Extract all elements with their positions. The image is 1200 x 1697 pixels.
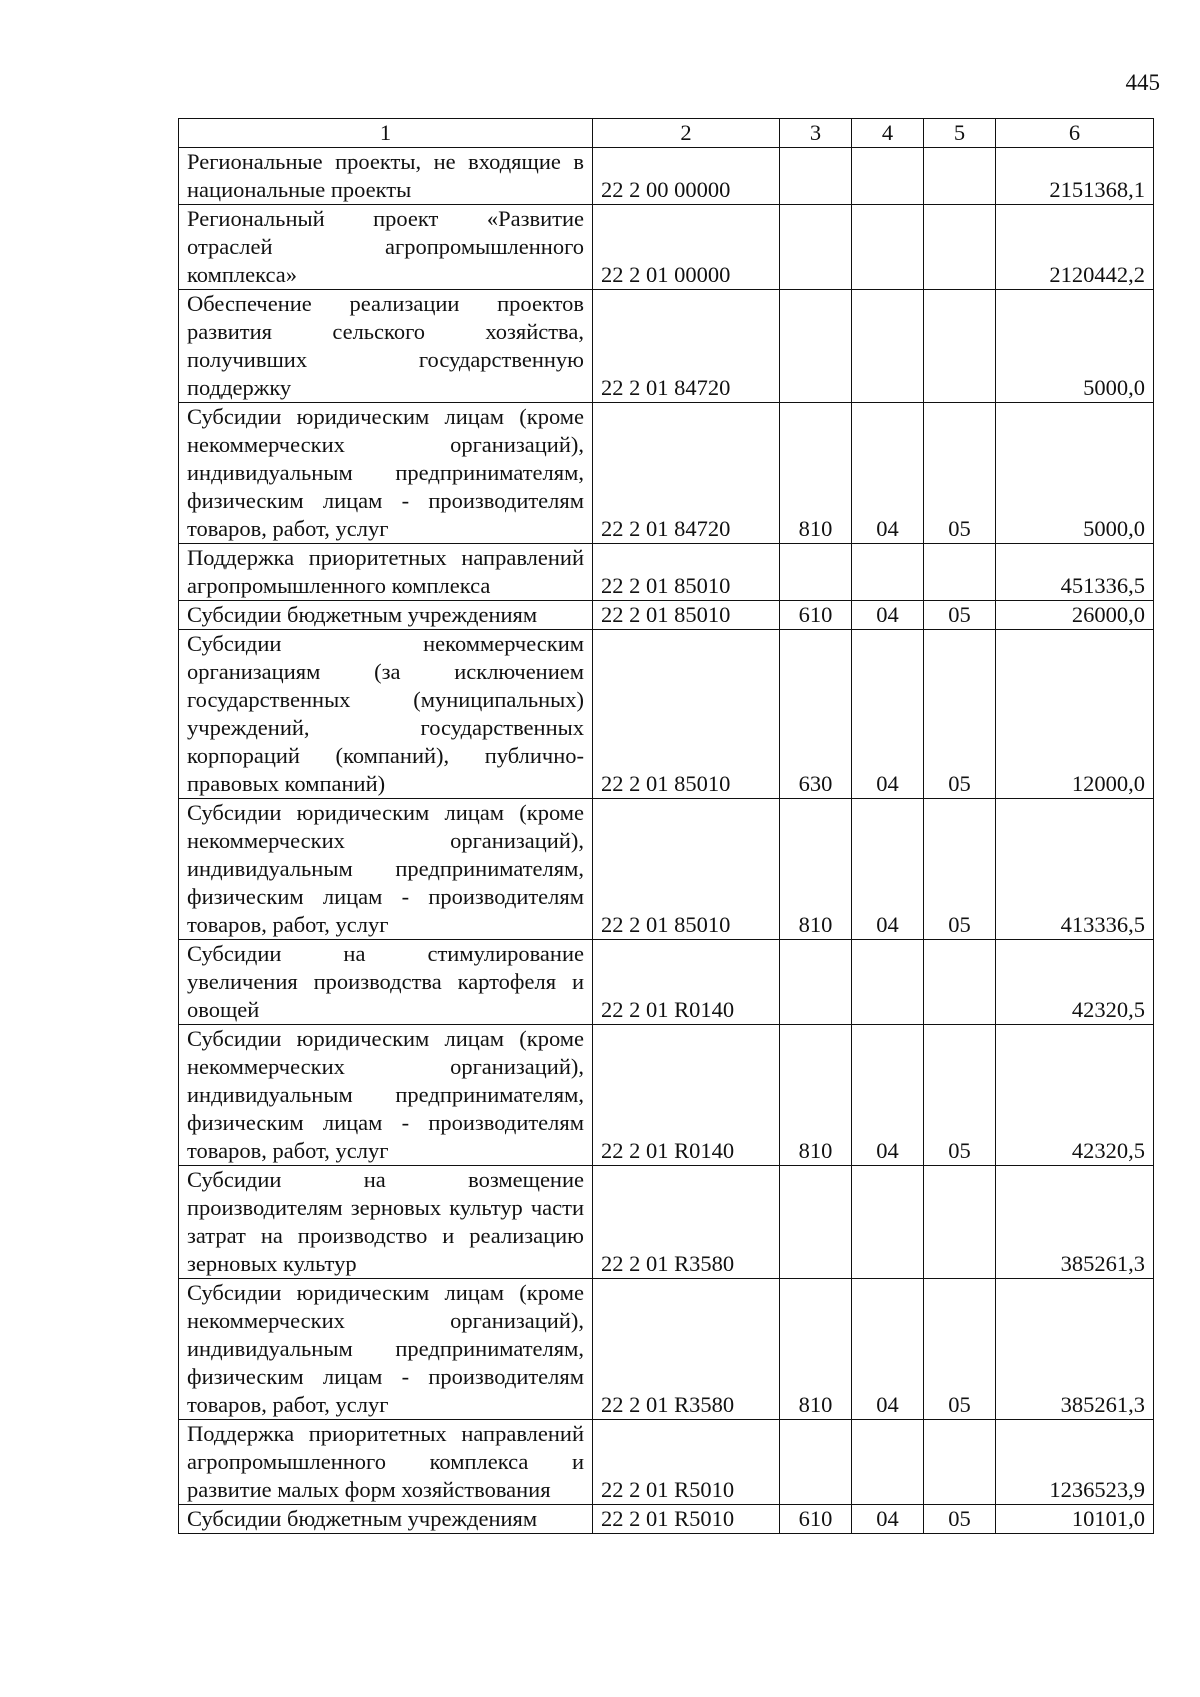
row-code-cell: 22 2 01 84720	[593, 290, 780, 403]
table-row	[179, 148, 1154, 205]
row-col3-cell: 810	[780, 799, 852, 940]
row-amount-cell: 2120442,2	[996, 205, 1154, 290]
row-amount-cell: 12000,0	[996, 630, 1154, 799]
row-code-cell: 22 2 01 R0140	[593, 940, 780, 1025]
row-col3-cell: 630	[780, 630, 852, 799]
table-row	[179, 205, 1154, 290]
row-name-cell: Региональные проекты, не входящие в национальные проекты	[179, 148, 593, 205]
row-amount-cell: 1236523,9	[996, 1420, 1154, 1505]
table-row	[179, 601, 1154, 630]
row-col3-cell	[780, 544, 852, 601]
row-code-cell: 22 2 01 R0140	[593, 1025, 780, 1166]
row-amount-cell: 413336,5	[996, 799, 1154, 940]
row-col3-cell	[780, 1166, 852, 1279]
row-code-cell: 22 2 01 R5010	[593, 1420, 780, 1505]
table-body	[179, 148, 1154, 1534]
row-code-cell: 22 2 01 85010	[593, 630, 780, 799]
header-cell-4: 4	[852, 119, 924, 148]
row-col5-cell	[924, 1166, 996, 1279]
row-name-cell: Поддержка приоритетных направлений агропромышленного комплекса	[179, 544, 593, 601]
row-col5-cell: 05	[924, 1279, 996, 1420]
row-amount-cell: 42320,5	[996, 940, 1154, 1025]
row-col3-cell	[780, 940, 852, 1025]
table-row	[179, 1279, 1154, 1420]
row-code-cell: 22 2 01 84720	[593, 403, 780, 544]
row-col4-cell	[852, 148, 924, 205]
row-name-cell: Субсидии на возмещение производителям зерновых культур части затрат на производство и реализацию зерновых культур	[179, 1166, 593, 1279]
row-name-cell: Субсидии бюджетным учреждениям	[179, 1505, 593, 1534]
row-col3-cell: 810	[780, 1279, 852, 1420]
page-number: 445	[1125, 70, 1160, 95]
row-code-cell: 22 2 01 00000	[593, 205, 780, 290]
row-code-cell: 22 2 01 85010	[593, 544, 780, 601]
row-col4-cell: 04	[852, 1279, 924, 1420]
row-col5-cell	[924, 544, 996, 601]
row-name-cell: Региональный проект «Развитие отраслей агропромышленного комплекса»	[179, 205, 593, 290]
row-col4-cell	[852, 940, 924, 1025]
row-name-cell: Поддержка приоритетных направлений агропромышленного комплекса и развитие малых форм хозяйствования	[179, 1420, 593, 1505]
row-amount-cell: 10101,0	[996, 1505, 1154, 1534]
row-col5-cell: 05	[924, 403, 996, 544]
row-col3-cell: 810	[780, 1025, 852, 1166]
row-col4-cell: 04	[852, 403, 924, 544]
table-row	[179, 799, 1154, 940]
row-col4-cell	[852, 290, 924, 403]
row-name-cell: Субсидии некоммерческим организациям (за исключением государственных (муниципальных) учреждений, государственных корпораций (компаний), публично-правовых компаний)	[179, 630, 593, 799]
row-col5-cell	[924, 205, 996, 290]
row-amount-cell: 5000,0	[996, 403, 1154, 544]
row-code-cell: 22 2 01 R5010	[593, 1505, 780, 1534]
row-col3-cell: 810	[780, 403, 852, 544]
row-name-cell: Обеспечение реализации проектов развития сельского хозяйства, получивших государственную поддержку	[179, 290, 593, 403]
row-amount-cell: 385261,3	[996, 1279, 1154, 1420]
row-col3-cell: 610	[780, 1505, 852, 1534]
row-name-cell: Субсидии юридическим лицам (кроме некоммерческих организаций), индивидуальным предпринимателям, физическим лицам - производителям товаров, работ, услуг	[179, 799, 593, 940]
row-col5-cell: 05	[924, 630, 996, 799]
row-code-cell: 22 2 01 R3580	[593, 1279, 780, 1420]
row-col4-cell: 04	[852, 630, 924, 799]
row-col5-cell: 05	[924, 1505, 996, 1534]
row-col4-cell: 04	[852, 799, 924, 940]
row-amount-cell: 26000,0	[996, 601, 1154, 630]
row-amount-cell: 5000,0	[996, 290, 1154, 403]
table-row	[179, 403, 1154, 544]
row-amount-cell: 42320,5	[996, 1025, 1154, 1166]
row-col3-cell	[780, 1420, 852, 1505]
row-name-cell: Субсидии бюджетным учреждениям	[179, 601, 593, 630]
table-row	[179, 940, 1154, 1025]
row-name-cell: Субсидии юридическим лицам (кроме некоммерческих организаций), индивидуальным предпринимателям, физическим лицам - производителям товаров, работ, услуг	[179, 403, 593, 544]
row-col3-cell	[780, 205, 852, 290]
row-col5-cell	[924, 1420, 996, 1505]
row-col4-cell	[852, 205, 924, 290]
row-col5-cell: 05	[924, 1025, 996, 1166]
row-col4-cell	[852, 1166, 924, 1279]
row-col4-cell	[852, 1420, 924, 1505]
row-col5-cell	[924, 940, 996, 1025]
row-col4-cell: 04	[852, 1025, 924, 1166]
row-code-cell: 22 2 01 R3580	[593, 1166, 780, 1279]
table-row	[179, 544, 1154, 601]
row-col3-cell	[780, 290, 852, 403]
row-amount-cell: 451336,5	[996, 544, 1154, 601]
table-row	[179, 630, 1154, 799]
table-row	[179, 1025, 1154, 1166]
header-cell-6: 6	[996, 119, 1154, 148]
row-col5-cell	[924, 290, 996, 403]
row-name-cell: Субсидии на стимулирование увеличения производства картофеля и овощей	[179, 940, 593, 1025]
row-col3-cell	[780, 148, 852, 205]
header-row	[179, 119, 1154, 148]
row-col4-cell: 04	[852, 1505, 924, 1534]
header-cell-5: 5	[924, 119, 996, 148]
row-col5-cell	[924, 148, 996, 205]
row-col3-cell: 610	[780, 601, 852, 630]
row-col5-cell: 05	[924, 601, 996, 630]
header-cell-2: 2	[593, 119, 780, 148]
row-name-cell: Субсидии юридическим лицам (кроме некоммерческих организаций), индивидуальным предпринимателям, физическим лицам - производителям товаров, работ, услуг	[179, 1025, 593, 1166]
row-col4-cell	[852, 544, 924, 601]
budget-table	[178, 118, 1154, 1534]
header-cell-1: 1	[179, 119, 593, 148]
row-amount-cell: 385261,3	[996, 1166, 1154, 1279]
table-row	[179, 1166, 1154, 1279]
table-row	[179, 290, 1154, 403]
row-col5-cell: 05	[924, 799, 996, 940]
table-row	[179, 1505, 1154, 1534]
header-cell-3: 3	[780, 119, 852, 148]
row-code-cell: 22 2 01 85010	[593, 799, 780, 940]
row-name-cell: Субсидии юридическим лицам (кроме некоммерческих организаций), индивидуальным предпринимателям, физическим лицам - производителям товаров, работ, услуг	[179, 1279, 593, 1420]
row-amount-cell: 2151368,1	[996, 148, 1154, 205]
row-col4-cell: 04	[852, 601, 924, 630]
row-code-cell: 22 2 01 85010	[593, 601, 780, 630]
row-code-cell: 22 2 00 00000	[593, 148, 780, 205]
table-row	[179, 1420, 1154, 1505]
